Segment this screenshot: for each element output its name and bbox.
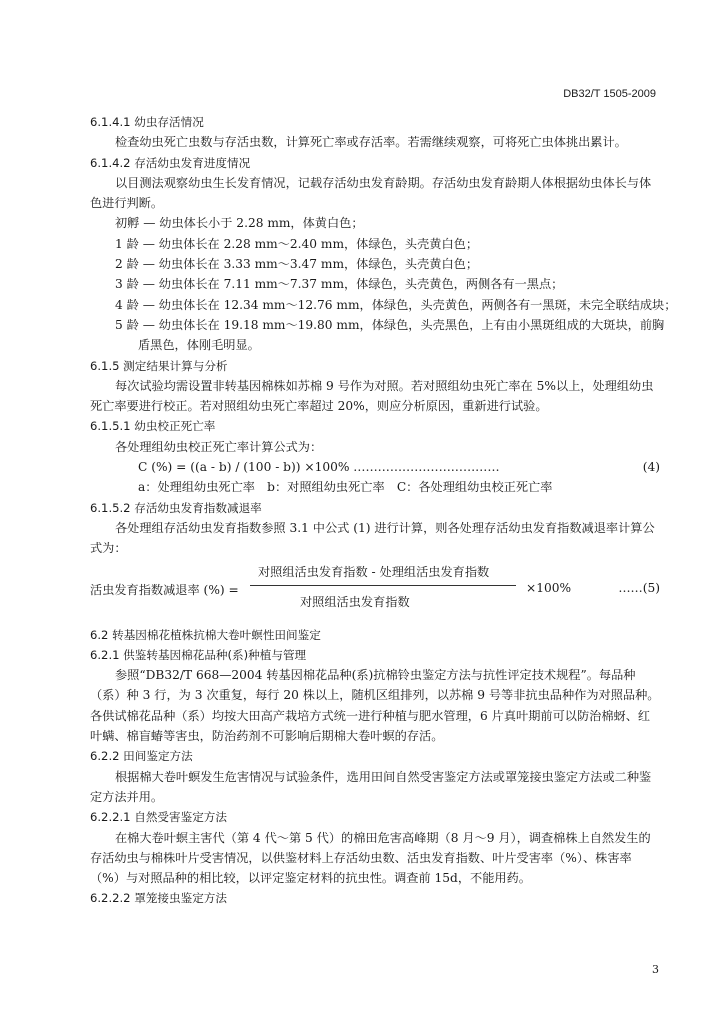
section-heading: 6.1.4.2 存活幼虫发育进度情况 xyxy=(90,155,251,170)
section-heading: 6.2.2.2 罩笼接虫鉴定方法 xyxy=(90,891,227,906)
stage-item: 3 龄 — 幼虫体长在 7.11 mm～7.37 mm，体绿色，头壳黄色，两侧各有一黑点； xyxy=(115,277,564,292)
formula-label: 活虫发育指数减退率 (%) = xyxy=(90,582,239,597)
formula-denominator: 对照组活虫发育指数 xyxy=(300,594,410,609)
section-heading: 6.2 转基因棉花植株抗棉大卷叶螟性田间鉴定 xyxy=(90,627,321,642)
paragraph: 以目测法观察幼虫生长发育情况，记载存活幼虫发育龄期。存活幼虫发育龄期人体根据幼虫体长与体色进行判断。 xyxy=(90,175,652,211)
section-heading: 6.1.5.1 幼虫校正死亡率 xyxy=(90,419,216,434)
stage-item: 1 龄 — 幼虫体长在 2.28 mm～2.40 mm，体绿色，头壳黄白色； xyxy=(115,236,479,251)
section-heading: 6.1.4.1 幼虫存活情况 xyxy=(90,115,204,129)
formula-multiplier: ×100% xyxy=(526,580,572,595)
page-content xyxy=(90,112,677,909)
section-heading: 6.2.2 田间鉴定方法 xyxy=(90,749,193,764)
paragraph: 根据棉大卷叶螟发生危害情况与试验条件，选用田间自然受害鉴定方法或罩笼接虫鉴定方法或二种鉴定方法并用。 xyxy=(90,769,652,804)
page-number: 3 xyxy=(652,963,659,976)
stage-item: 盾黑色，体刚毛明显。 xyxy=(138,338,260,353)
formula-number: ……(5) xyxy=(618,580,660,595)
formula-number: (4) xyxy=(642,460,660,475)
section-heading: 6.1.5 测定结果计算与分析 xyxy=(90,358,228,373)
formula-legend: a：处理组幼虫死亡率 b：对照组幼虫死亡率 C：各处理组幼虫校正死亡率 xyxy=(138,480,553,495)
paragraph: 参照“DB32/T 668—2004 转基因棉花品种(系)抗棉铃虫鉴定方法与抗性评定技术规程”。每品种（系）种 3 行，为 3 次重复，每行 20 株以上，随机区组排列，以苏棉 9 号等非抗虫品种作为对照品种。各供试棉花品种（系）均按大田高产栽培方式统一进行种植与肥水管理，6 片真叶期前可以防治棉蚜、红叶螨、棉盲蝽等害虫，防治药剂不可影响后期棉大卷叶螟的存活。 xyxy=(90,668,660,744)
formula-expression: C (%) = ((a - b) / (100 - b)) ×100% ……………………………… xyxy=(138,460,500,475)
stage-item: 5 龄 — 幼虫体长在 19.18 mm～19.80 mm，体绿色，头壳黑色，上有由小黑斑组成的大斑块，前胸 xyxy=(115,317,665,332)
section-heading: 6.1.5.2 存活幼虫发育指数减退率 xyxy=(90,500,262,515)
paragraph: 检查幼虫死亡虫数与存活虫数，计算死亡率或存活率。若需继续观察，可将死亡虫体挑出累计。 xyxy=(115,135,627,150)
stage-item: 4 龄 — 幼虫体长在 12.34 mm～12.76 mm，体绿色，头壳黄色，两侧各有一黑斑，未完全联结成块； xyxy=(115,297,677,312)
section-heading: 6.2.2.1 自然受害鉴定方法 xyxy=(90,810,227,825)
stage-item: 2 龄 — 幼虫体长在 3.33 mm～3.47 mm，体绿色，头壳黄白色； xyxy=(115,257,479,272)
stage-item: 初孵 — 幼虫体长小于 2.28 mm，体黄白色； xyxy=(115,216,364,231)
document-code: DB32/T 1505-2009 xyxy=(563,88,656,100)
formula-5 xyxy=(90,563,660,623)
section-heading: 6.2.1 供鉴转基因棉花品种(系)种植与管理 xyxy=(90,647,307,662)
paragraph: 在棉大卷叶螟主害代（第 4 代～第 5 代）的棉田危害高峰期（8 月～9 月），调查棉株上自然发生的存活幼虫与棉株叶片受害情况，以供鉴材料上存活幼虫数、活虫发育指数、叶片受害率（%）、株害率（%）与对照品种的相比较，以评定鉴定材料的抗虫性。调查前 15d，不能用药。 xyxy=(90,830,651,886)
paragraph: 每次试验均需设置非转基因棉株如苏棉 9 号作为对照。若对照组幼虫死亡率在 5%以上，处理组幼虫死亡率要进行校正。若对照组幼虫死亡率超过 20%，则应分析原因，重新进行试验。 xyxy=(90,378,654,414)
formula-1 xyxy=(90,457,660,477)
formula-numerator: 对照组活虫发育指数 - 处理组活虫发育指数 xyxy=(258,564,490,579)
paragraph: 各处理组存活幼虫发育指数参照 3.1 中公式 (1) 进行计算，则各处理存活幼虫发育指数减退率计算公式为： xyxy=(90,520,655,556)
paragraph: 各处理组幼虫校正死亡率计算公式为： xyxy=(115,439,323,454)
fraction-bar xyxy=(250,585,516,586)
